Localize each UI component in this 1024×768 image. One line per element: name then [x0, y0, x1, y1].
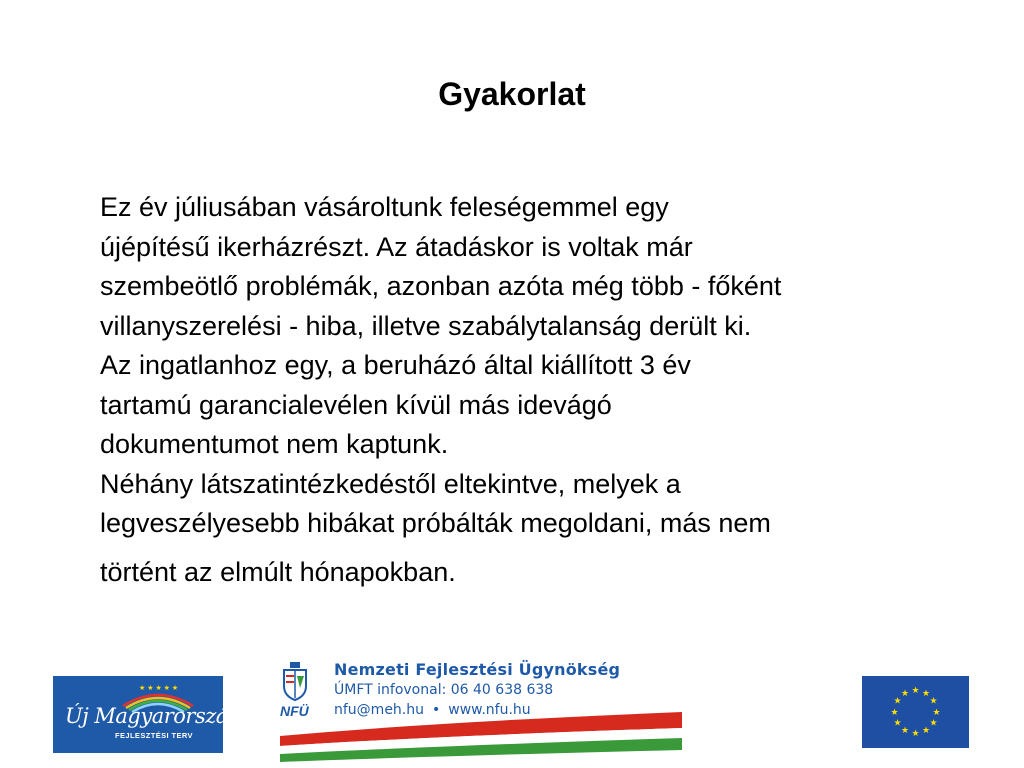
nfu-mark: NFÜ	[280, 703, 309, 719]
body-line: szembeötlő problémák, azonban azóta még több - főként	[100, 271, 782, 301]
body-line: Ez év júliusában vásároltunk feleségemmel egy	[100, 192, 669, 222]
svg-text:★ ★ ★ ★ ★: ★ ★ ★ ★ ★	[139, 685, 179, 692]
separator-dot: •	[432, 702, 441, 718]
svg-text:★: ★	[900, 726, 910, 736]
infoline-text: ÚMFT infovonal: 06 40 638 638	[334, 682, 554, 698]
body-line: történt az elmúlt hónapokban.	[100, 556, 456, 587]
svg-text:★: ★	[921, 689, 931, 699]
slide-body	[100, 188, 1000, 592]
website-link[interactable]: www.nfu.hu	[448, 702, 531, 718]
eu-flag	[862, 676, 969, 748]
svg-text:★: ★	[932, 708, 941, 718]
coat-of-arms-icon	[280, 660, 310, 704]
svg-text:★: ★	[893, 696, 902, 707]
flag-stripes-icon	[276, 708, 686, 764]
body-line: villanyszerelési - hiba, illetve szabálytalanság derült ki.	[100, 310, 752, 341]
svg-text:★: ★	[890, 708, 899, 718]
body-line: tartamú garancialevélen kívül más idevágó	[100, 389, 612, 420]
email-link[interactable]: nfu@meh.hu	[334, 702, 424, 718]
body-line: újépítésű ikerházrészt. Az átadáskor is voltak már	[100, 231, 693, 262]
svg-text:★: ★	[911, 686, 920, 696]
slide-title: Gyakorlat	[438, 76, 586, 112]
agency-name: Nemzeti Fejlesztési Ügynökség	[334, 660, 621, 679]
body-line: dokumentumot nem kaptunk.	[100, 429, 449, 459]
svg-text:★: ★	[893, 718, 902, 729]
uj-magyarorszag-text: Új Magyarország	[65, 704, 241, 728]
svg-text:★: ★	[900, 689, 910, 699]
svg-text:★: ★	[929, 718, 938, 729]
uj-magyarorszag-logo	[53, 676, 241, 753]
svg-text:★: ★	[921, 726, 931, 736]
eu-flag-icon	[862, 676, 969, 748]
svg-text:★: ★	[911, 729, 920, 739]
fejlesztesi-terv-text: FEJLESZTÉSI TERV	[115, 731, 193, 740]
body-line: Néhány látszatintézkedéstől eltekintve, melyek a	[100, 468, 681, 499]
body-line: legveszélyesebb hibákat próbálták megoldani, más nem	[100, 508, 771, 538]
svg-text:★: ★	[929, 696, 938, 707]
body-line: Az ingatlanhoz egy, a beruházó által kiállított 3 év	[100, 350, 691, 380]
